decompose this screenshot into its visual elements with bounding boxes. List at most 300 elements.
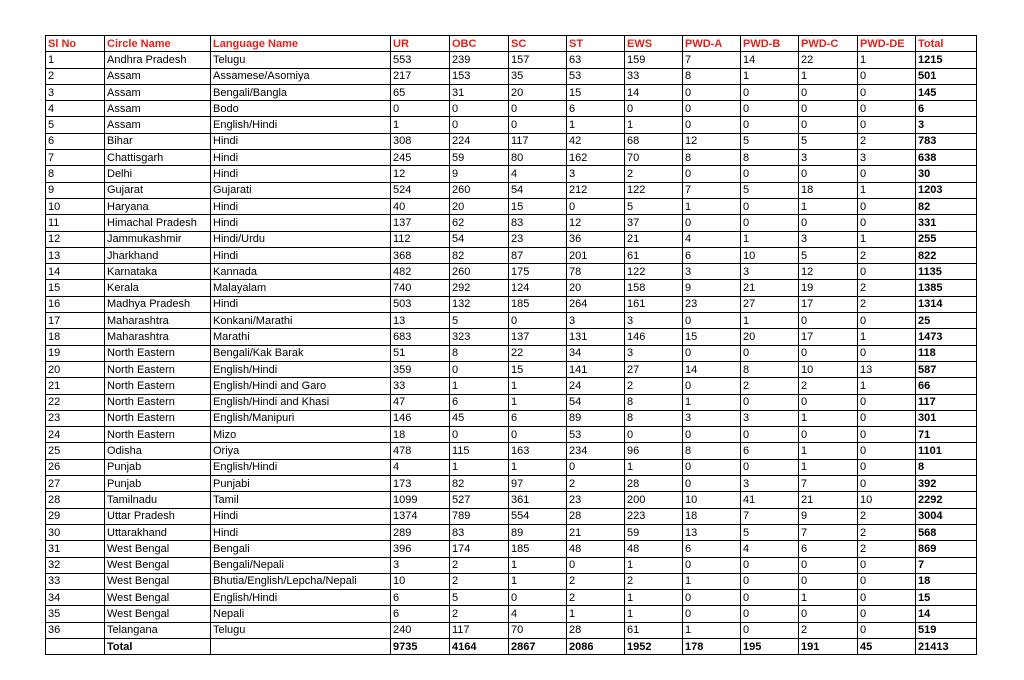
cell-obc: 5 [450, 313, 509, 329]
cell-ews: 1 [625, 606, 683, 622]
cell-sl-no: 12 [46, 231, 105, 247]
cell-circle-name: Punjab [105, 459, 211, 475]
cell-obc: 0 [450, 427, 509, 443]
table-row [46, 117, 977, 133]
total-cell [211, 638, 391, 654]
cell-obc: 115 [450, 443, 509, 459]
header-row [46, 36, 977, 52]
cell-language-name: Hindi [211, 150, 391, 166]
cell-language-name: Bengali/Nepali [211, 557, 391, 573]
cell-pwd-c: 12 [799, 264, 858, 280]
cell-pwd-b: 4 [741, 541, 799, 557]
cell-pwd-a: 6 [683, 247, 741, 263]
cell-pwd-c: 1 [799, 410, 858, 426]
cell-pwd-b: 6 [741, 443, 799, 459]
cell-language-name: English/Hindi and Garo [211, 378, 391, 394]
cell-ur: 503 [391, 296, 450, 312]
cell-ur: 173 [391, 476, 450, 492]
cell-pwd-de: 2 [858, 524, 916, 540]
cell-st: 234 [567, 443, 625, 459]
cell-obc: 239 [450, 52, 509, 68]
cell-sc: 0 [509, 313, 567, 329]
col-header-sc: SC [509, 36, 567, 52]
cell-pwd-de: 2 [858, 508, 916, 524]
cell-pwd-de: 3 [858, 150, 916, 166]
cell-pwd-c: 0 [799, 313, 858, 329]
cell-pwd-c: 0 [799, 557, 858, 573]
cell-sc: 0 [509, 101, 567, 117]
cell-ur: 47 [391, 394, 450, 410]
cell-pwd-c: 7 [799, 524, 858, 540]
cell-ur: 683 [391, 329, 450, 345]
table-row [46, 606, 977, 622]
cell-ews: 159 [625, 52, 683, 68]
cell-circle-name: Assam [105, 101, 211, 117]
cell-pwd-c: 19 [799, 280, 858, 296]
cell-pwd-b: 10 [741, 247, 799, 263]
cell-sc: 87 [509, 247, 567, 263]
cell-pwd-de: 0 [858, 476, 916, 492]
cell-pwd-b: 0 [741, 198, 799, 214]
cell-total: 118 [916, 345, 977, 361]
cell-pwd-a: 9 [683, 280, 741, 296]
cell-sc: 175 [509, 264, 567, 280]
cell-ews: 158 [625, 280, 683, 296]
cell-sl-no: 9 [46, 182, 105, 198]
cell-total: 2292 [916, 492, 977, 508]
cell-pwd-a: 12 [683, 133, 741, 149]
cell-ews: 70 [625, 150, 683, 166]
cell-language-name: Telugu [211, 622, 391, 638]
cell-sc: 6 [509, 410, 567, 426]
cell-sl-no: 3 [46, 84, 105, 100]
cell-sc: 83 [509, 215, 567, 231]
cell-sl-no: 23 [46, 410, 105, 426]
total-pwd-b: 195 [741, 638, 799, 654]
cell-pwd-b: 0 [741, 394, 799, 410]
cell-sc: 22 [509, 345, 567, 361]
cell-st: 0 [567, 198, 625, 214]
cell-sl-no: 36 [46, 622, 105, 638]
cell-obc: 527 [450, 492, 509, 508]
cell-obc: 62 [450, 215, 509, 231]
cell-total: 255 [916, 231, 977, 247]
cell-pwd-de: 0 [858, 117, 916, 133]
cell-obc: 59 [450, 150, 509, 166]
cell-st: 15 [567, 84, 625, 100]
cell-pwd-b: 2 [741, 378, 799, 394]
cell-ews: 37 [625, 215, 683, 231]
cell-pwd-b: 3 [741, 264, 799, 280]
cell-pwd-de: 2 [858, 541, 916, 557]
table-row [46, 84, 977, 100]
cell-pwd-c: 6 [799, 541, 858, 557]
cell-ur: 4 [391, 459, 450, 475]
cell-pwd-c: 18 [799, 182, 858, 198]
cell-circle-name: Chattisgarh [105, 150, 211, 166]
cell-pwd-b: 0 [741, 590, 799, 606]
cell-pwd-b: 0 [741, 573, 799, 589]
cell-language-name: English/Hindi [211, 117, 391, 133]
cell-ews: 5 [625, 198, 683, 214]
cell-ur: 18 [391, 427, 450, 443]
cell-pwd-a: 0 [683, 378, 741, 394]
cell-circle-name: Andhra Pradesh [105, 52, 211, 68]
cell-language-name: Konkani/Marathi [211, 313, 391, 329]
cell-pwd-a: 7 [683, 182, 741, 198]
cell-sl-no: 18 [46, 329, 105, 345]
cell-pwd-b: 3 [741, 410, 799, 426]
cell-pwd-a: 0 [683, 166, 741, 182]
cell-language-name: Bengali/Kak Barak [211, 345, 391, 361]
cell-ews: 3 [625, 345, 683, 361]
cell-ews: 33 [625, 68, 683, 84]
cell-language-name: English/Hindi [211, 459, 391, 475]
cell-pwd-b: 5 [741, 182, 799, 198]
cell-total: 117 [916, 394, 977, 410]
cell-pwd-b: 5 [741, 133, 799, 149]
cell-sc: 1 [509, 378, 567, 394]
cell-ur: 65 [391, 84, 450, 100]
cell-pwd-b: 20 [741, 329, 799, 345]
cell-pwd-b: 1 [741, 68, 799, 84]
table-row [46, 622, 977, 638]
cell-pwd-a: 8 [683, 443, 741, 459]
table-row [46, 182, 977, 198]
cell-pwd-a: 0 [683, 476, 741, 492]
cell-circle-name: Uttarakhand [105, 524, 211, 540]
cell-language-name: Gujarati [211, 182, 391, 198]
cell-st: 3 [567, 166, 625, 182]
cell-obc: 0 [450, 101, 509, 117]
cell-ur: 217 [391, 68, 450, 84]
cell-total: 501 [916, 68, 977, 84]
cell-st: 54 [567, 394, 625, 410]
cell-circle-name: Bihar [105, 133, 211, 149]
table-row [46, 345, 977, 361]
cell-obc: 9 [450, 166, 509, 182]
cell-language-name: Kannada [211, 264, 391, 280]
cell-pwd-c: 0 [799, 117, 858, 133]
cell-ur: 51 [391, 345, 450, 361]
cell-total: 15 [916, 590, 977, 606]
cell-total: 66 [916, 378, 977, 394]
cell-obc: 174 [450, 541, 509, 557]
cell-pwd-c: 3 [799, 150, 858, 166]
cell-sl-no: 25 [46, 443, 105, 459]
col-header-ur: UR [391, 36, 450, 52]
cell-pwd-a: 0 [683, 215, 741, 231]
cell-sc: 124 [509, 280, 567, 296]
cell-pwd-de: 0 [858, 427, 916, 443]
cell-circle-name: Delhi [105, 166, 211, 182]
total-pwd-de: 45 [858, 638, 916, 654]
cell-st: 1 [567, 606, 625, 622]
cell-ur: 146 [391, 410, 450, 426]
cell-total: 3 [916, 117, 977, 133]
cell-ur: 240 [391, 622, 450, 638]
cell-st: 53 [567, 68, 625, 84]
cell-pwd-de: 0 [858, 166, 916, 182]
cell-st: 63 [567, 52, 625, 68]
cell-pwd-a: 0 [683, 84, 741, 100]
cell-pwd-b: 8 [741, 150, 799, 166]
col-header-obc: OBC [450, 36, 509, 52]
cell-pwd-b: 0 [741, 84, 799, 100]
cell-pwd-c: 0 [799, 573, 858, 589]
cell-pwd-a: 15 [683, 329, 741, 345]
table-row [46, 52, 977, 68]
cell-pwd-a: 6 [683, 541, 741, 557]
cell-total: 82 [916, 198, 977, 214]
reservation-table-sheet [45, 35, 977, 655]
cell-ews: 161 [625, 296, 683, 312]
cell-ews: 1 [625, 459, 683, 475]
cell-circle-name: Assam [105, 117, 211, 133]
cell-sl-no: 2 [46, 68, 105, 84]
cell-sl-no: 15 [46, 280, 105, 296]
cell-pwd-a: 10 [683, 492, 741, 508]
cell-pwd-a: 0 [683, 459, 741, 475]
cell-circle-name: Gujarat [105, 182, 211, 198]
table-row [46, 313, 977, 329]
cell-circle-name: North Eastern [105, 361, 211, 377]
cell-sc: 89 [509, 524, 567, 540]
cell-sc: 70 [509, 622, 567, 638]
cell-st: 28 [567, 508, 625, 524]
cell-ews: 8 [625, 394, 683, 410]
total-pwd-c: 191 [799, 638, 858, 654]
cell-pwd-de: 1 [858, 231, 916, 247]
cell-ur: 6 [391, 590, 450, 606]
table-row [46, 492, 977, 508]
cell-pwd-a: 8 [683, 150, 741, 166]
cell-pwd-b: 0 [741, 557, 799, 573]
cell-total: 7 [916, 557, 977, 573]
cell-circle-name: Odisha [105, 443, 211, 459]
table-row [46, 198, 977, 214]
cell-pwd-c: 5 [799, 133, 858, 149]
cell-ur: 482 [391, 264, 450, 280]
cell-ews: 48 [625, 541, 683, 557]
cell-obc: 5 [450, 590, 509, 606]
cell-pwd-a: 3 [683, 264, 741, 280]
cell-obc: 224 [450, 133, 509, 149]
cell-sc: 361 [509, 492, 567, 508]
cell-pwd-c: 1 [799, 198, 858, 214]
cell-pwd-b: 0 [741, 101, 799, 117]
cell-ur: 137 [391, 215, 450, 231]
cell-sc: 185 [509, 296, 567, 312]
cell-language-name: Hindi [211, 133, 391, 149]
cell-ews: 2 [625, 573, 683, 589]
cell-language-name: Assamese/Asomiya [211, 68, 391, 84]
table-row [46, 68, 977, 84]
cell-st: 28 [567, 622, 625, 638]
cell-pwd-c: 0 [799, 101, 858, 117]
cell-sc: 163 [509, 443, 567, 459]
cell-total: 1385 [916, 280, 977, 296]
cell-sl-no: 1 [46, 52, 105, 68]
cell-pwd-b: 0 [741, 622, 799, 638]
cell-sl-no: 7 [46, 150, 105, 166]
cell-total: 587 [916, 361, 977, 377]
cell-st: 12 [567, 215, 625, 231]
cell-sc: 185 [509, 541, 567, 557]
cell-language-name: Nepali [211, 606, 391, 622]
cell-language-name: Mizo [211, 427, 391, 443]
cell-sl-no: 17 [46, 313, 105, 329]
table-row [46, 101, 977, 117]
cell-obc: 1 [450, 378, 509, 394]
cell-sl-no: 35 [46, 606, 105, 622]
cell-total: 783 [916, 133, 977, 149]
cell-total: 331 [916, 215, 977, 231]
cell-ews: 122 [625, 182, 683, 198]
cell-total: 1473 [916, 329, 977, 345]
cell-pwd-de: 0 [858, 606, 916, 622]
table-row [46, 459, 977, 475]
cell-ur: 12 [391, 166, 450, 182]
cell-circle-name: North Eastern [105, 410, 211, 426]
cell-ews: 146 [625, 329, 683, 345]
cell-sc: 117 [509, 133, 567, 149]
cell-ews: 1 [625, 557, 683, 573]
cell-sc: 15 [509, 198, 567, 214]
cell-ews: 59 [625, 524, 683, 540]
cell-sl-no: 31 [46, 541, 105, 557]
cell-sc: 4 [509, 166, 567, 182]
grand-total: 21413 [916, 638, 977, 654]
cell-circle-name: Jharkhand [105, 247, 211, 263]
cell-circle-name: West Bengal [105, 557, 211, 573]
cell-ur: 10 [391, 573, 450, 589]
table-row [46, 166, 977, 182]
total-ews: 1952 [625, 638, 683, 654]
cell-language-name: Bhutia/English/Lepcha/Nepali [211, 573, 391, 589]
cell-obc: 132 [450, 296, 509, 312]
cell-sl-no: 20 [46, 361, 105, 377]
cell-sl-no: 30 [46, 524, 105, 540]
cell-pwd-b: 0 [741, 606, 799, 622]
table-row [46, 427, 977, 443]
table-row [46, 557, 977, 573]
table-row [46, 329, 977, 345]
cell-pwd-de: 0 [858, 198, 916, 214]
cell-st: 2 [567, 573, 625, 589]
cell-language-name: Telugu [211, 52, 391, 68]
cell-circle-name: Karnataka [105, 264, 211, 280]
cell-ur: 0 [391, 101, 450, 117]
cell-pwd-b: 5 [741, 524, 799, 540]
cell-st: 24 [567, 378, 625, 394]
cell-obc: 260 [450, 182, 509, 198]
cell-pwd-de: 0 [858, 394, 916, 410]
cell-obc: 20 [450, 198, 509, 214]
cell-st: 53 [567, 427, 625, 443]
cell-sl-no: 24 [46, 427, 105, 443]
table-row [46, 361, 977, 377]
cell-pwd-c: 1 [799, 443, 858, 459]
cell-sl-no: 22 [46, 394, 105, 410]
cell-pwd-c: 1 [799, 68, 858, 84]
cell-pwd-a: 0 [683, 313, 741, 329]
cell-sl-no: 32 [46, 557, 105, 573]
cell-pwd-b: 21 [741, 280, 799, 296]
cell-pwd-de: 1 [858, 182, 916, 198]
col-header-sl-no: Sl No [46, 36, 105, 52]
cell-sl-no: 13 [46, 247, 105, 263]
table-row [46, 150, 977, 166]
cell-ews: 21 [625, 231, 683, 247]
cell-sc: 23 [509, 231, 567, 247]
cell-pwd-b: 0 [741, 117, 799, 133]
cell-ur: 308 [391, 133, 450, 149]
cell-pwd-a: 1 [683, 394, 741, 410]
cell-pwd-c: 9 [799, 508, 858, 524]
cell-language-name: English/Manipuri [211, 410, 391, 426]
cell-obc: 82 [450, 476, 509, 492]
cell-sc: 0 [509, 590, 567, 606]
cell-pwd-de: 0 [858, 410, 916, 426]
cell-pwd-de: 0 [858, 443, 916, 459]
cell-circle-name: Assam [105, 84, 211, 100]
cell-pwd-c: 21 [799, 492, 858, 508]
cell-sl-no: 10 [46, 198, 105, 214]
cell-pwd-de: 0 [858, 590, 916, 606]
cell-pwd-c: 3 [799, 231, 858, 247]
cell-st: 36 [567, 231, 625, 247]
cell-circle-name: North Eastern [105, 345, 211, 361]
cell-ur: 3 [391, 557, 450, 573]
cell-obc: 6 [450, 394, 509, 410]
cell-pwd-de: 2 [858, 280, 916, 296]
total-row [46, 638, 977, 654]
cell-language-name: Hindi [211, 508, 391, 524]
cell-sl-no: 19 [46, 345, 105, 361]
cell-total: 1135 [916, 264, 977, 280]
cell-circle-name: Tamilnadu [105, 492, 211, 508]
cell-pwd-a: 0 [683, 590, 741, 606]
cell-obc: 0 [450, 117, 509, 133]
cell-sc: 1 [509, 459, 567, 475]
cell-ews: 68 [625, 133, 683, 149]
cell-pwd-b: 0 [741, 166, 799, 182]
cell-pwd-a: 0 [683, 345, 741, 361]
cell-ur: 524 [391, 182, 450, 198]
cell-obc: 2 [450, 557, 509, 573]
cell-pwd-de: 0 [858, 459, 916, 475]
cell-obc: 31 [450, 84, 509, 100]
circle-language-vacancy-table [45, 35, 977, 655]
cell-circle-name: North Eastern [105, 394, 211, 410]
cell-sl-no: 26 [46, 459, 105, 475]
cell-obc: 153 [450, 68, 509, 84]
cell-sc: 137 [509, 329, 567, 345]
cell-pwd-c: 0 [799, 394, 858, 410]
total-pwd-a: 178 [683, 638, 741, 654]
cell-language-name: Malayalam [211, 280, 391, 296]
cell-ews: 61 [625, 622, 683, 638]
col-header-total: Total [916, 36, 977, 52]
cell-sc: 1 [509, 573, 567, 589]
table-row [46, 573, 977, 589]
cell-language-name: English/Hindi and Khasi [211, 394, 391, 410]
cell-sc: 157 [509, 52, 567, 68]
cell-language-name: Hindi [211, 524, 391, 540]
table-row [46, 133, 977, 149]
cell-sc: 1 [509, 557, 567, 573]
